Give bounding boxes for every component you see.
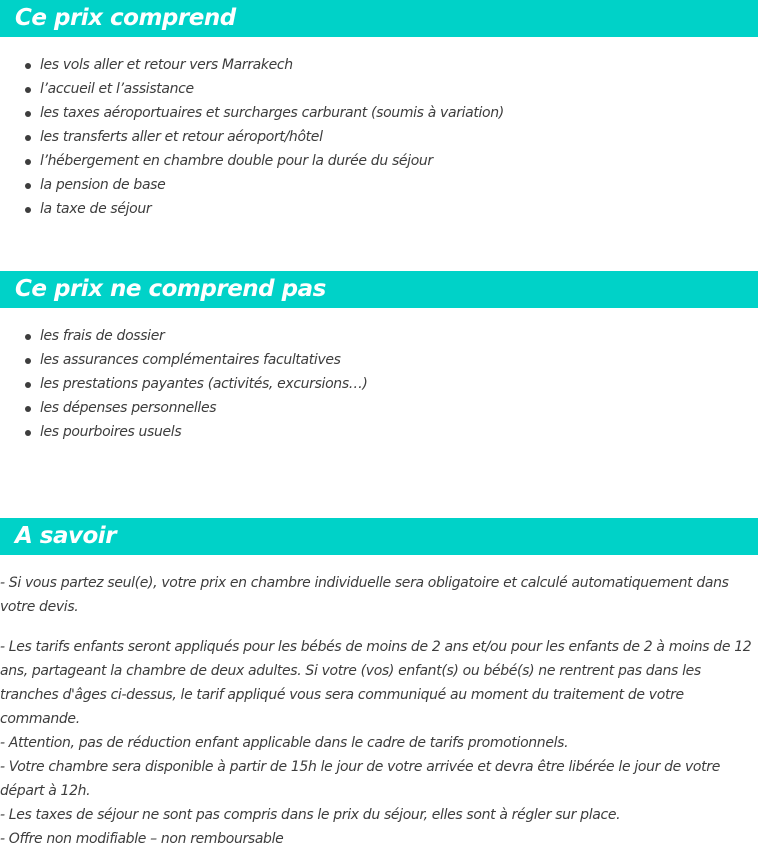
bullet-icon <box>25 63 31 69</box>
bullet-icon <box>25 382 31 388</box>
info-line: - Attention, pas de réduction enfant applicable dans le cadre de tarifs promotionnels. <box>0 735 569 751</box>
section-title: Ce prix ne comprend pas <box>15 276 326 302</box>
bullet-icon <box>25 430 31 436</box>
section-header-includes <box>0 0 758 37</box>
bullet-icon <box>25 334 31 340</box>
bullet-icon <box>25 135 31 141</box>
bullet-icon <box>25 207 31 213</box>
section-title: A savoir <box>15 523 117 549</box>
list-item: la taxe de séjour <box>0 197 758 221</box>
list-item: les dépenses personnelles <box>0 396 758 420</box>
section-title: Ce prix comprend <box>15 5 236 31</box>
list-item: la pension de base <box>0 173 758 197</box>
list-item: les pourboires usuels <box>0 420 758 444</box>
section-header-excludes <box>0 271 758 308</box>
excludes-list <box>0 324 758 444</box>
list-item: les prestations payantes (activités, excursions…) <box>0 372 758 396</box>
list-item: les transferts aller et retour aéroport/hôtel <box>0 125 758 149</box>
list-item: l’accueil et l’assistance <box>0 77 758 101</box>
section-header-a-savoir <box>0 518 758 555</box>
bullet-icon <box>25 183 31 189</box>
a-savoir-text <box>0 571 758 851</box>
bullet-icon <box>25 358 31 364</box>
bullet-icon <box>25 159 31 165</box>
bullet-icon <box>25 406 31 412</box>
includes-list <box>0 53 758 221</box>
list-item: les vols aller et retour vers Marrakech <box>0 53 758 77</box>
info-line: - Si vous partez seul(e), votre prix en chambre individuelle sera obligatoire et calculé automatiquement dans votre devis. <box>0 575 729 615</box>
bullet-icon <box>25 111 31 117</box>
info-line: - Votre chambre sera disponible à partir de 15h le jour de votre arrivée et devra être libérée le jour de votre départ à 12h. <box>0 759 720 799</box>
bullet-icon <box>25 87 31 93</box>
info-line: - Les tarifs enfants seront appliqués pour les bébés de moins de 2 ans et/ou pour les enfants de 2 à moins de 12 ans, partageant la chambre de deux adultes. Si votre (vos) enfant(s) ou bébé(s) ne rentrent pas dans les tranches d'âges ci-dessus, le tarif appliqué vous sera communiqué au moment du traitement de votre commande. <box>0 639 752 727</box>
list-item: les frais de dossier <box>0 324 758 348</box>
list-item: les taxes aéroportuaires et surcharges carburant (soumis à variation) <box>0 101 758 125</box>
list-item: les assurances complémentaires facultatives <box>0 348 758 372</box>
list-item: l’hébergement en chambre double pour la durée du séjour <box>0 149 758 173</box>
info-line: - Offre non modifiable – non remboursable <box>0 831 284 847</box>
info-line: - Les taxes de séjour ne sont pas compris dans le prix du séjour, elles sont à régler sur place. <box>0 807 621 823</box>
